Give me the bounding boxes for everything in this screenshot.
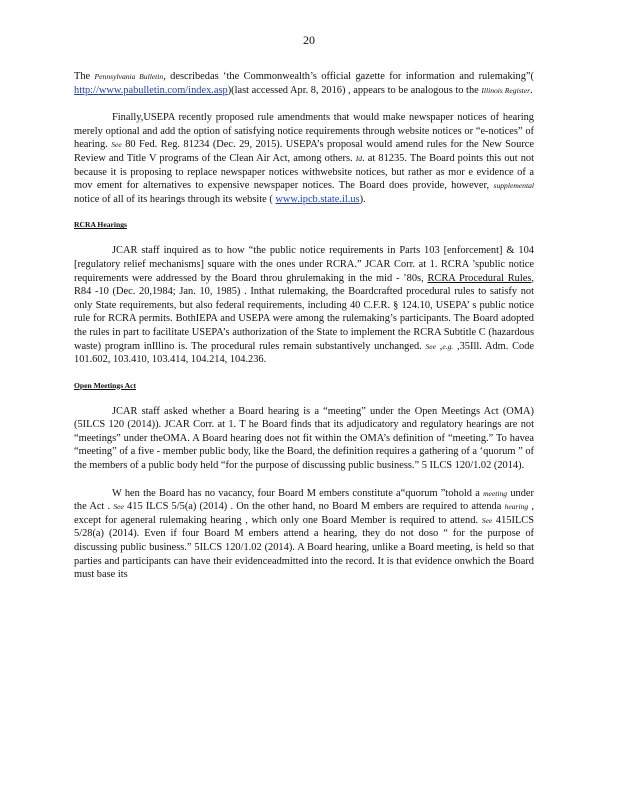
text-run: RCRA Hearings xyxy=(74,220,127,230)
paragraph xyxy=(74,111,534,206)
hyperlink[interactable]: http://www.pabulletin.com/index.asp xyxy=(74,84,228,96)
italic-text: See xyxy=(425,341,437,351)
text-run: , except for ageneral rulemaking hearing , which only one Board Member is required to attend. xyxy=(74,501,534,526)
italic-text: meeting xyxy=(483,488,508,498)
paragraph xyxy=(74,244,534,366)
text-run: 415 ILCS 5/5(a) (2014) . On the other hand, no Board M embers are required to attenda xyxy=(123,501,505,513)
paragraph xyxy=(74,70,534,97)
hyperlink[interactable]: www.ipcb.state.il.us xyxy=(275,193,360,205)
section-heading xyxy=(74,220,534,230)
text-run: , describedas ‘the Commonwealth’s official gazette for information and rulemaking”( xyxy=(163,71,534,82)
page-number: 20 xyxy=(303,33,315,47)
text-run: , xyxy=(436,340,443,352)
italic-text: See xyxy=(481,515,493,525)
text-run: notice of all of its hearings through its website ( xyxy=(74,193,276,205)
text-run: Open Meetings Act xyxy=(74,380,137,390)
italic-text: Pennsylvania Bulletin xyxy=(94,72,164,81)
text-run: Finally,USEPA recently proposed rule amendments that would make newspaper notices of hearing merely optional and add the option of satisfying notice requirements through website notices or “e-notices” of hearing. xyxy=(74,112,534,151)
italic-text: See xyxy=(113,502,124,512)
text-run: ). xyxy=(359,193,366,205)
text-run: ,35Ill. Adm. Code 101.602, 103.410, 103.414, 104.214, 104.236. xyxy=(74,340,534,366)
section-heading xyxy=(74,381,534,391)
text-run: The xyxy=(74,71,95,82)
text-run: JCAR staff asked whether a Board hearing is a “meeting” under the Open Meetings Act (OMA) (5ILCS 120 (2014)). JCAR Corr. at 1. T he Board finds that its adjudicatory and regulatory hearings are not “meetings” under theOMA. A Board hearing does not fit within the OMA’s definition of “meeting.” To havea “meeting” of a five - member public body, like the Board, the definition requires a gathering of a ‘quorum ” of the members of a public body held “for the purpose of discussing public business.” 5 ILCS 120/1.02 (2014). xyxy=(74,405,534,472)
text-run: . at 81235. The Board points this out not because it is proposing to replace newspaper notices withwebsite notices, but rather as mor e evidence of a mov ement for alternatives to expensive newspaper notices. The Board does provide, however, xyxy=(74,152,534,192)
italic-text: e.g. xyxy=(442,341,454,351)
document-body xyxy=(74,70,534,596)
text-run: W hen the Board has no vacancy, four Board M embers constitute a“quorum ”tohold a xyxy=(112,487,484,499)
italic-text: supplemental xyxy=(493,181,534,191)
text-run: . xyxy=(530,84,533,96)
text-run: , R84 -10 (Dec. 20,1984; Jan. 10, 1985) . Inthat rulemaking, the Boardcrafted procedural rules to satisfy not only State requirements, but also federal requirements, including 40 C.F.R. § 124.10, USEPA’ s public notice rule for RCRA permits. BothIEPA and USEPA were among the rulemaking’s participants. The Board adopted the rules in part to facilitate USEPA’s authorization of the State to implement the RCRA Subtitle C (hazardous waste) program inIllino is. The procedural rules remain substantively unchanged. xyxy=(74,272,535,352)
italic-text: Id xyxy=(355,153,363,163)
italic-text: hearing xyxy=(504,502,529,512)
text-run: under the Act . xyxy=(74,487,534,513)
text-run: )(last accessed Apr. 8, 2016) , appears to be analogous to the xyxy=(227,84,482,96)
paragraph xyxy=(74,487,534,582)
text-run: 80 Fed. Reg. 81234 (Dec. 29, 2015). USEPA’s proposal would amend rules for the New Source Review and Title V programs of the Clean Air Act, among others. xyxy=(74,139,534,164)
italic-text: Illinois Register xyxy=(481,85,531,95)
text-run: JCAR staff inquired as to how “the public notice requirements in Parts 103 [enforcement] & 104 [regulatory relief mechanisms] square with the ones under RCRA.” JCAR Corr. at 1. RCRA ’spublic notice requirements were addressed by the Board throu ghrulemaking in the mid - ’80s, xyxy=(74,245,534,284)
paragraph xyxy=(74,405,534,473)
italic-text: See xyxy=(111,140,122,150)
case-name: RCRA Procedural Rules xyxy=(427,272,532,284)
text-run: 415ILCS 5/28(a) (2014). Even if four Board M embers attend a hearing, they do not doso “ for the purpose of discussing public business.” 5ILCS 120/1.02 (2014). A Board hearing, unlike a Board meeting, is held so that parties and participants can have their evidenceadmitted into the record. It is that evidence onwhich the Board must base its xyxy=(74,514,535,581)
